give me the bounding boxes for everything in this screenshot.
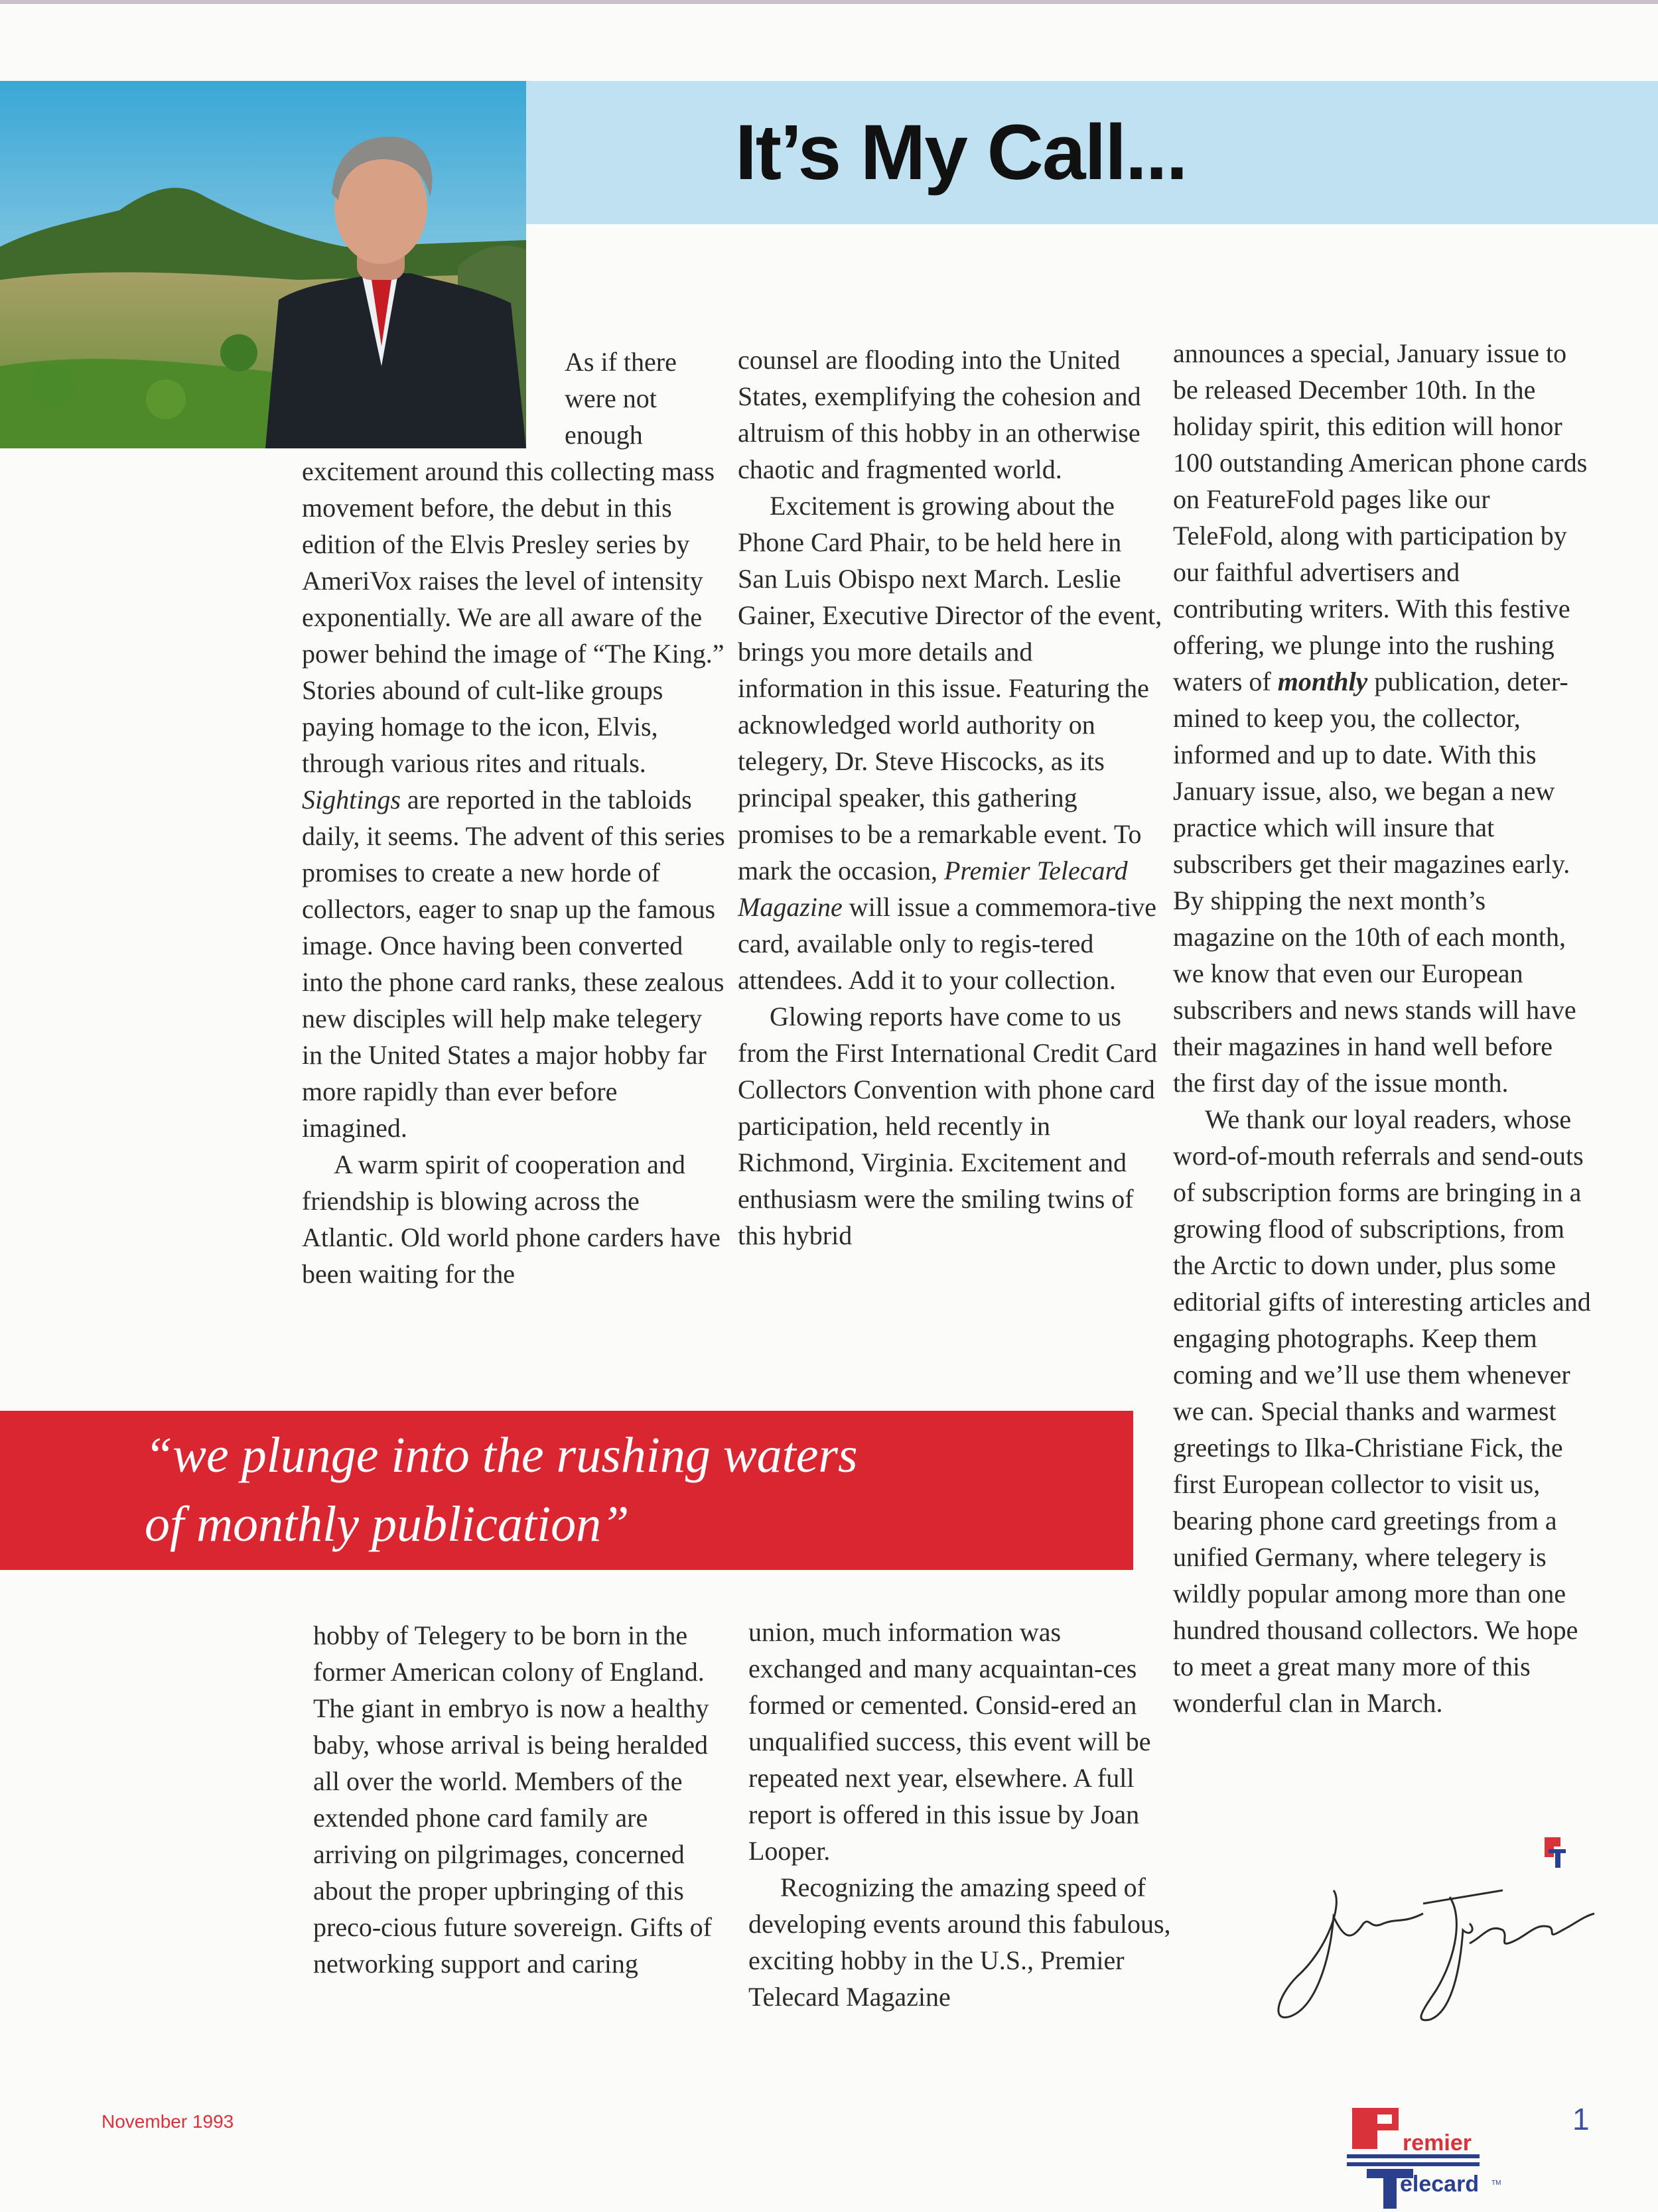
- page-title: It’s My Call...: [735, 109, 1187, 196]
- paragraph: Excitement is growing about the Phone Card Phair, to be held here in San Luis Obispo next March. Leslie Gainer, Executive Director of the event, brings you more details and information in this issue. Featuring the acknowledged world authority on telegery, Dr. Steve Hiscocks, as its principal speaker, this gathering promises to be a remarkable event. To mark the occasion, Premier Telecard Magazine will issue a commemora-tive card, available only to regis-tered attendees. Add it to your collection.: [738, 491, 1162, 995]
- column-3: [1173, 335, 1591, 1721]
- paragraph: We thank our loyal readers, whose word-of-mouth referrals and send-outs of subscription forms are bringing in a growing flood of subscriptions, from the Arctic to down under, plus some editorial gifts of interesting articles and engaging photographs. Keep them coming and we’ll use them whenever we can. Special thanks and warmest greetings to Ilka-Christiane Fick, the first European collector to visit us, bearing phone card greetings from a unified Germany, where telegery is wildly popular among more than one hundred thousand collectors. We hope to meet a great many more of this wonderful clan in March.: [1173, 1104, 1591, 1718]
- handwritten-signature-icon: [1271, 1877, 1596, 2030]
- issue-date: November 1993: [102, 2111, 234, 2132]
- logo-text-premier: remier: [1403, 2130, 1472, 2156]
- logo-text-telecard: elecard: [1400, 2172, 1480, 2197]
- column-2-top: [738, 342, 1162, 1254]
- lead-line-1: As if there: [565, 347, 677, 377]
- lead-line-3: enough: [565, 420, 643, 450]
- paragraph: Recognizing the amazing speed of developing events around this fabulous, exciting hobby in the U.S., Premier Telecard Magazine: [748, 1872, 1171, 2012]
- pull-quote-line-1: “we plunge into the rushing waters: [145, 1427, 858, 1483]
- paragraph: hobby of Telegery to be born in the former American colony of England. The giant in embryo is now a healthy baby, whose arrival is being heralded all over the world. Members of the extended phone card family are arriving on pilgrimages, concerned about the proper upbringing of this preco-cious future sovereign. Gifts of networking support and caring: [313, 1620, 712, 1979]
- paragraph: counsel are flooding into the United States, exemplifying the cohesion and altruism of this hobby in an otherwise chaotic and fragmented world.: [738, 345, 1141, 484]
- paragraph: excitement around this collecting mass movement before, the debut in this edition of the Elvis Presley series by AmeriVox raises the level of intensity exponentially. We are all aware of the power behind the image of “The King.” Stories abound of cult-like groups paying homage to the icon, Elvis, through various rites and rituals. Sightings are reported in the tabloids daily, it seems. The advent of this series promises to create a new horde of collectors, eager to snap up the famous image. Once having been converted into the phone card ranks, these zealous new disciples will help make telegery in the United States a major hobby far more rapidly than ever before imagined.: [302, 456, 725, 1143]
- page-top-edge: [0, 0, 1658, 4]
- paragraph: announces a special, January issue to be released December 10th. In the holiday spirit, this edition will honor 100 outstanding American phone cards on FeatureFold pages like our TeleFold, along with participation by our faithful advertisers and contributing writers. With this festive offering, we plunge into the rushing waters of monthly publication, deter-mined to keep you, the collector, informed and up to date. With this January issue, also, we began a new practice which will insure that subscribers get their magazines early. By shipping the next month’s magazine on the 10th of each month, we know that even our European subscribers and news stands will have their magazines in hand well before the first day of the issue month.: [1173, 338, 1588, 1098]
- column-1-bottom: [313, 1617, 738, 1982]
- paragraph: Glowing reports have come to us from the First International Credit Card Collectors Convention with phone card participation, held recently in Richmond, Virginia. Excitement and enthusiasm were the smiling twins of this hybrid: [738, 1002, 1158, 1250]
- logo-trademark: TM: [1491, 2179, 1501, 2187]
- column-2-bottom: [748, 1614, 1173, 2015]
- pull-quote-line-2: of monthly publication”: [145, 1496, 630, 1552]
- paragraph: union, much information was exchanged and many acquaintan-ces formed or cemented. Consid-ered an unqualified success, this event will be repeated next year, elsewhere. A full report is offered in this issue by Joan Looper.: [748, 1617, 1151, 1866]
- lead-line-2: were not: [565, 383, 657, 413]
- premier-telecard-logo-icon: [1347, 2103, 1513, 2209]
- column-1-top: [302, 344, 726, 1292]
- end-mark-logo-icon: [1542, 1835, 1568, 1869]
- page-number: 1: [1572, 2102, 1590, 2136]
- paragraph: A warm spirit of cooperation and friendship is blowing across the Atlantic. Old world phone carders have been waiting for the: [302, 1149, 721, 1289]
- pull-quote: [145, 1421, 1113, 1559]
